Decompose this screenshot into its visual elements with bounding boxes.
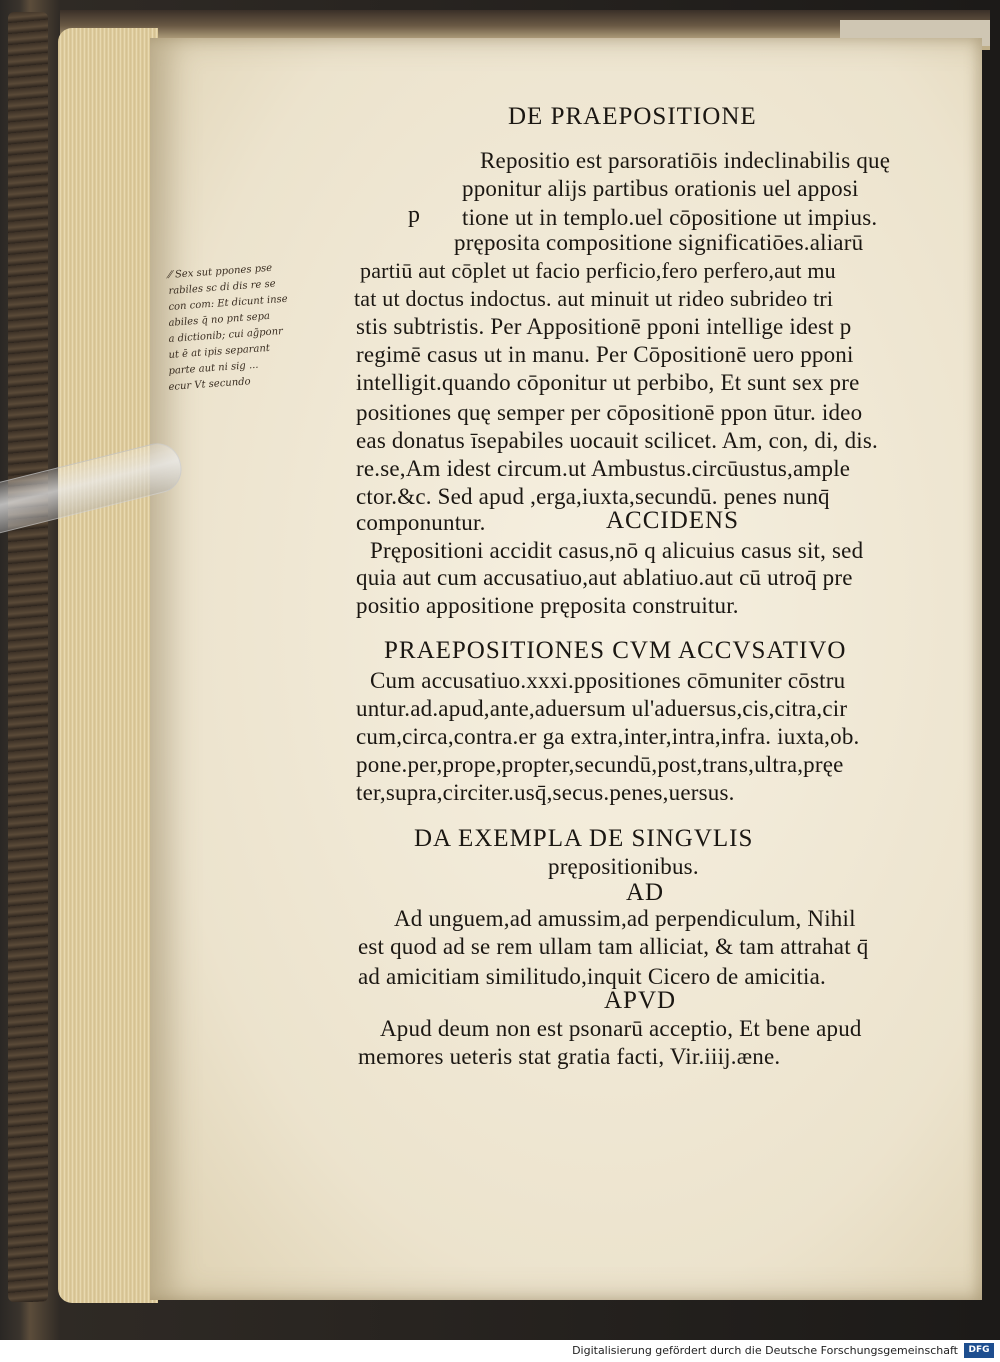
text-line: Cum accusatiuo.xxxi.ppositiones cōmuniter cōstru [370, 668, 846, 693]
dfg-logo: DFG [964, 1343, 994, 1358]
text-line: est quod ad se rem ullam tam alliciat, & tam attrahat q̄ [358, 934, 869, 959]
funding-notice: Digitalisierung gefördert durch die Deutsche Forschungsgemeinschaft [572, 1344, 958, 1357]
text-line: Apud deum non est psonarū acceptio, Et bene apud [380, 1016, 862, 1041]
handwritten-note: ecur Vt secundo [168, 376, 252, 393]
text-line: Prępositioni accidit casus,nō q alicuius casus sit, sed [370, 538, 864, 563]
text-line: Ad unguem,ad amussim,ad perpendiculum, Nihil [394, 906, 856, 931]
text-line: ter,supra,circiter.usq̄,secus.penes,uersus. [356, 780, 735, 805]
handwritten-note: rabiles sc di dis re se [168, 278, 276, 297]
handwritten-note: abiles q̄ no pnt sepa [168, 310, 271, 329]
text-line: memores ueteris stat gratia facti, Vir.iiij.æne. [358, 1044, 781, 1069]
subheading-ad: AD [626, 879, 665, 906]
text-line: ad amicitiam similitudo,inquit Cicero de amicitia. [358, 964, 826, 989]
section-heading: PRAEPOSITIONES CVM ACCVSATIVO [384, 637, 847, 664]
text-line: tat ut doctus indoctus. aut minuit ut rideo subrideo tri [354, 286, 834, 311]
text-line: ctor.&c. Sed apud ,erga,iuxta,secundū. penes nunq̄ [356, 484, 830, 509]
text-line: componuntur. [356, 510, 486, 535]
initial-letter: p [408, 202, 420, 228]
subheading-apud: APVD [604, 987, 677, 1014]
footer-bar [0, 1340, 1000, 1362]
page-fore-edge [58, 28, 158, 1303]
page-heading: DE PRAEPOSITIONE [508, 103, 757, 130]
text-line: pponitur alijs partibus orationis uel apposi [462, 176, 859, 201]
handwritten-note: ⁄⁄ Sex sut ppones pse [168, 262, 273, 281]
text-line: intelligit.quando cōponitur ut perbibo, Et sunt sex pre [356, 370, 860, 395]
text-line: positiones quę semper per cōpositionē ppon ūtur. ideo [356, 400, 863, 425]
handwritten-note: con com: Et dicunt inse [168, 293, 288, 313]
text-line: stis subtristis. Per Appositionē pponi intellige idest p [356, 314, 852, 339]
text-line: pone.per,prope,propter,secundū,post,trans,ultra,pręe [356, 752, 844, 777]
text-line: quia aut cum accusatiuo,aut ablatiuo.aut cū utroq̄ pre [356, 565, 853, 590]
text-line: cum,circa,contra.er ga extra,inter,intra,infra. iuxta,ob. [356, 724, 860, 749]
book-cover-edge [8, 12, 48, 1302]
handwritten-note: ut ē at ipis separant [168, 342, 271, 361]
accidens-heading: ACCIDENS [606, 507, 740, 534]
text-line: positio appositione pręposita construitur. [356, 593, 739, 618]
text-line: partiū aut cōplet ut facio perficio,fero perfero,aut mu [360, 258, 836, 283]
section-heading: DA EXEMPLA DE SINGVLIS [414, 825, 754, 852]
text-line: tione ut in templo.uel cōpositione ut impius. [462, 205, 878, 230]
text-line: eas donatus īsepabiles uocauit scilicet. Am, con, di, dis. [356, 428, 878, 453]
text-line: Repositio est parsoratiōis indeclinabilis quę [480, 148, 891, 173]
text-line: regimē casus ut in manu. Per Cōpositionē uero pponi [356, 342, 854, 367]
text-line: pręposita compositione significatiōes.aliarū [454, 230, 864, 255]
handwritten-note: a dictionib; cui ag̃ponr [168, 326, 284, 345]
text-line: re.se,Am idest circum.ut Ambustus.circūustus,ample [356, 456, 851, 481]
handwritten-note: parte aut ni sig ... [168, 359, 259, 377]
section-subheading: prępositionibus. [548, 854, 699, 879]
text-line: untur.ad.apud,ante,aduersum ul'aduersus,cis,citra,cir [356, 696, 848, 721]
